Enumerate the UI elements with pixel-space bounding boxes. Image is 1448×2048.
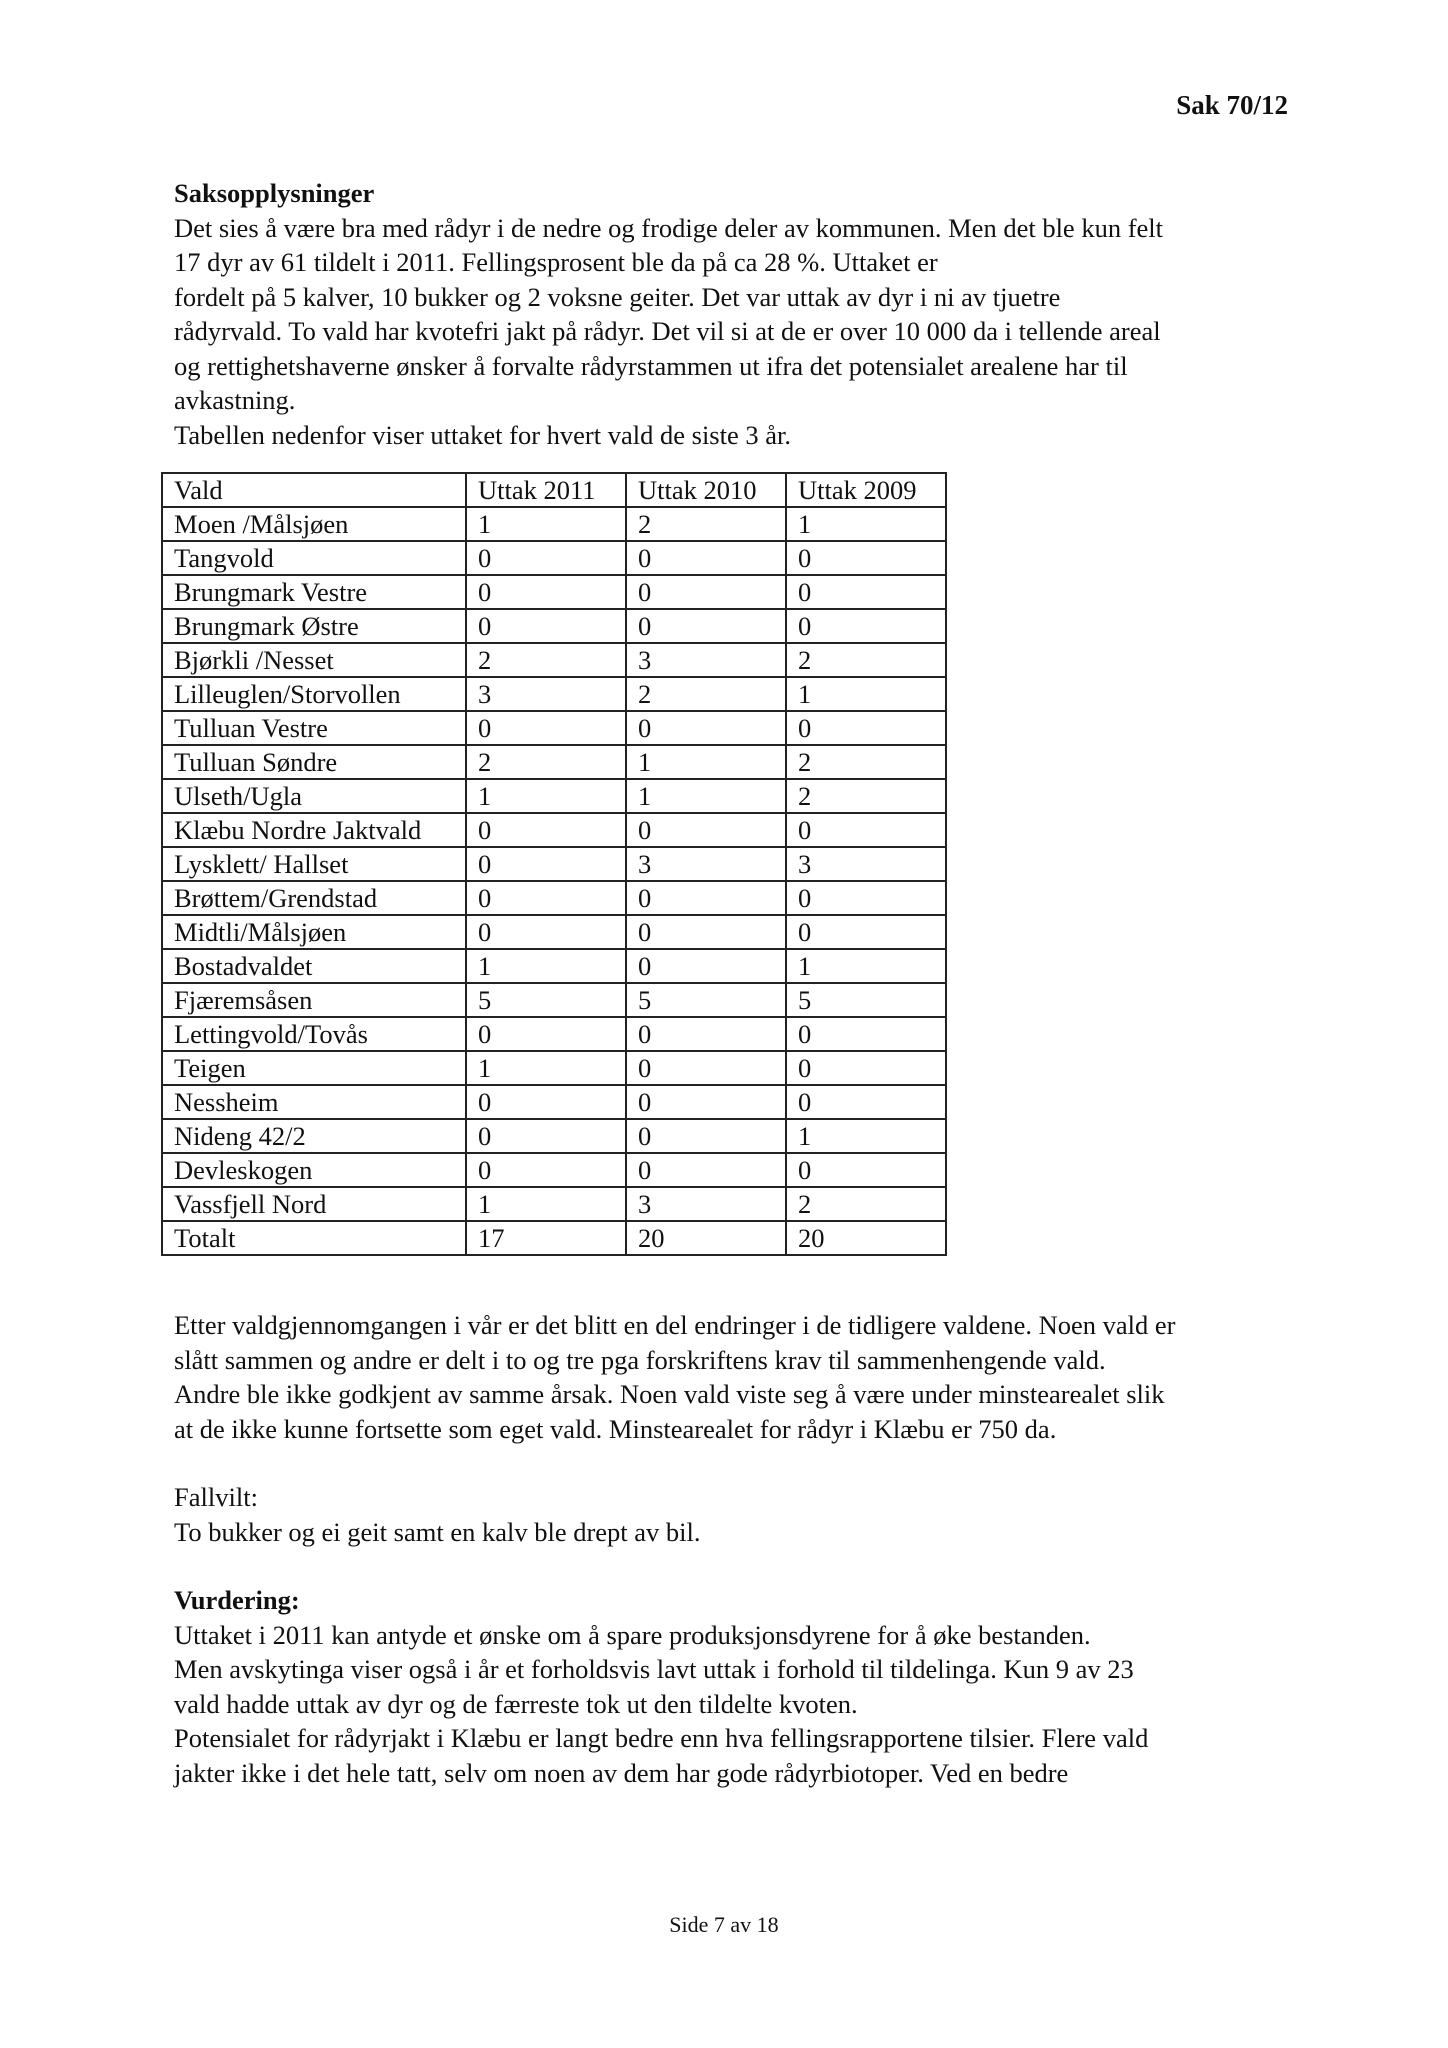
- vald-name-cell: Tangvold: [162, 541, 466, 575]
- vald-name-cell: Brungmark Vestre: [162, 575, 466, 609]
- table-row: [162, 1153, 946, 1187]
- uttak-value-cell: 5: [466, 983, 626, 1017]
- text-line: slått sammen og andre er delt i to og tre pga forskriftens krav til sammenhengende vald.: [174, 1344, 1106, 1375]
- table-row: [162, 575, 946, 609]
- uttak-value-cell: 0: [626, 609, 786, 643]
- uttak-value-cell: 1: [466, 949, 626, 983]
- uttak-value-cell: 0: [786, 881, 946, 915]
- uttak-value-cell: 0: [626, 915, 786, 949]
- uttak-value-cell: 1: [466, 1051, 626, 1085]
- uttak-value-cell: 2: [626, 677, 786, 711]
- table-row: [162, 813, 946, 847]
- text-line: Etter valdgjennomgangen i vår er det blitt en del endringer i de tidligere valdene. Noen vald er: [174, 1310, 1176, 1340]
- vald-name-cell: Brøttem/Grendstad: [162, 881, 466, 915]
- uttak-value-cell: 0: [626, 1119, 786, 1153]
- vald-name-cell: Lilleuglen/Storvollen: [162, 677, 466, 711]
- uttak-value-cell: 0: [626, 1153, 786, 1187]
- uttak-value-cell: 2: [786, 643, 946, 677]
- table-header-row: [162, 473, 946, 507]
- uttak-value-cell: 1: [786, 1119, 946, 1153]
- text-line: og rettighetshaverne ønsker å forvalte rådyrstammen ut ifra det potensialet arealene har til: [174, 350, 1128, 381]
- text-line: Men avskytinga viser også i år et forholdsvis lavt uttak i forhold til tildelinga. Kun 9 av 23: [174, 1654, 1134, 1684]
- vald-name-cell: Teigen: [162, 1051, 466, 1085]
- uttak-value-cell: 0: [786, 1085, 946, 1119]
- table-row: [162, 541, 946, 575]
- uttak-value-cell: 2: [786, 779, 946, 813]
- text-line: 17 dyr av 61 tildelt i 2011. Fellingsprosent ble da på ca 28 %. Uttaket er: [174, 247, 938, 277]
- uttak-value-cell: 0: [786, 541, 946, 575]
- text-line: Uttaket i 2011 kan antyde et ønske om å spare produksjonsdyrene for å øke bestanden.: [174, 1619, 1091, 1650]
- vald-name-cell: Totalt: [162, 1221, 466, 1255]
- vald-name-cell: Bjørkli /Nesset: [162, 643, 466, 677]
- vald-name-cell: Brungmark Østre: [162, 609, 466, 643]
- table-row: [162, 745, 946, 779]
- table-row: [162, 881, 946, 915]
- vald-name-cell: Lysklett/ Hallset: [162, 847, 466, 881]
- uttak-value-cell: 2: [626, 507, 786, 541]
- uttak-value-cell: 0: [786, 813, 946, 847]
- uttak-value-cell: 0: [466, 541, 626, 575]
- table-row: [162, 1221, 946, 1255]
- vald-name-cell: Ulseth/Ugla: [162, 779, 466, 813]
- uttak-value-cell: 0: [626, 1051, 786, 1085]
- header-cell: Uttak 2010: [626, 473, 786, 507]
- uttak-value-cell: 0: [626, 813, 786, 847]
- uttak-value-cell: 1: [466, 507, 626, 541]
- vald-name-cell: Fjæremsåsen: [162, 983, 466, 1017]
- uttak-value-cell: 5: [626, 983, 786, 1017]
- fallvilt-section: [174, 1480, 1294, 1549]
- uttak-value-cell: 3: [786, 847, 946, 881]
- uttak-value-cell: 3: [626, 1187, 786, 1221]
- section-heading-vurdering: Vurdering:: [174, 1585, 300, 1615]
- table-row: [162, 915, 946, 949]
- vald-name-cell: Lettingvold/Tovås: [162, 1017, 466, 1051]
- uttak-value-cell: 0: [786, 609, 946, 643]
- uttak-value-cell: 17: [466, 1221, 626, 1255]
- uttak-value-cell: 1: [626, 745, 786, 779]
- vurdering-paragraph: [174, 1618, 1294, 1791]
- uttak-value-cell: 1: [626, 779, 786, 813]
- valdgjennomgang-paragraph: [174, 1308, 1294, 1446]
- uttak-value-cell: 3: [626, 847, 786, 881]
- text-line: Andre ble ikke godkjent av samme årsak. Noen vald viste seg å være under minstearealet slik: [174, 1379, 1165, 1409]
- text-line: rådyrvald. To vald har kvotefri jakt på rådyr. Det vil si at de er over 10 000 da i tellende areal: [174, 316, 1161, 346]
- vald-name-cell: Vassfjell Nord: [162, 1187, 466, 1221]
- table-row: [162, 847, 946, 881]
- uttak-value-cell: 0: [786, 1153, 946, 1187]
- uttak-value-cell: 0: [786, 711, 946, 745]
- uttak-value-cell: 20: [626, 1221, 786, 1255]
- text-line: jakter ikke i det hele tatt, selv om noen av dem har gode rådyrbiotoper. Ved en bedre: [174, 1757, 1069, 1788]
- table-row: [162, 779, 946, 813]
- uttak-value-cell: 2: [786, 1187, 946, 1221]
- uttak-value-cell: 1: [786, 507, 946, 541]
- uttak-value-cell: 2: [466, 745, 626, 779]
- uttak-value-cell: 3: [466, 677, 626, 711]
- uttak-value-cell: 0: [786, 915, 946, 949]
- uttak-value-cell: 2: [466, 643, 626, 677]
- uttak-value-cell: 0: [626, 1085, 786, 1119]
- vald-name-cell: Bostadvaldet: [162, 949, 466, 983]
- intro-paragraph: [174, 211, 1294, 453]
- vald-name-cell: Tulluan Søndre: [162, 745, 466, 779]
- section-heading-saksopplysninger: Saksopplysninger: [174, 178, 375, 208]
- uttak-value-cell: 1: [786, 949, 946, 983]
- uttak-value-cell: 5: [786, 983, 946, 1017]
- vald-name-cell: Klæbu Nordre Jaktvald: [162, 813, 466, 847]
- uttak-value-cell: 0: [626, 575, 786, 609]
- uttak-value-cell: 0: [786, 1051, 946, 1085]
- page-content: [174, 176, 1294, 1790]
- uttak-value-cell: 0: [466, 881, 626, 915]
- text-line: Det sies å være bra med rådyr i de nedre og frodige deler av kommunen. Men det ble kun felt: [174, 212, 1164, 243]
- table-row: [162, 1051, 946, 1085]
- fallvilt-label: Fallvilt:: [174, 1482, 258, 1512]
- uttak-value-cell: 0: [466, 609, 626, 643]
- text-line: avkastning.: [174, 385, 296, 415]
- table-row: [162, 1187, 946, 1221]
- uttak-value-cell: 0: [626, 541, 786, 575]
- table-row: [162, 609, 946, 643]
- text-line: at de ikke kunne fortsette som eget vald. Minstearealet for rådyr i Klæbu er 750 da.: [174, 1413, 1057, 1444]
- table-row: [162, 507, 946, 541]
- uttak-value-cell: 0: [786, 1017, 946, 1051]
- uttak-value-cell: 0: [466, 1119, 626, 1153]
- table-row: [162, 711, 946, 745]
- header-cell: Uttak 2011: [466, 473, 626, 507]
- uttak-value-cell: 0: [466, 1153, 626, 1187]
- uttak-value-cell: 0: [466, 1085, 626, 1119]
- uttak-value-cell: 0: [626, 881, 786, 915]
- table-row: [162, 643, 946, 677]
- uttak-value-cell: 3: [626, 643, 786, 677]
- header-cell: Vald: [162, 473, 466, 507]
- uttak-value-cell: 0: [466, 847, 626, 881]
- uttak-value-cell: 0: [466, 813, 626, 847]
- uttak-value-cell: 2: [786, 745, 946, 779]
- uttak-value-cell: 1: [786, 677, 946, 711]
- uttak-value-cell: 0: [786, 575, 946, 609]
- vald-name-cell: Midtli/Målsjøen: [162, 915, 466, 949]
- text-line: vald hadde uttak av dyr og de færreste tok ut den tildelte kvoten.: [174, 1688, 858, 1719]
- table-row: [162, 1085, 946, 1119]
- uttak-value-cell: 20: [786, 1221, 946, 1255]
- uttak-value-cell: 0: [626, 1017, 786, 1051]
- uttak-table: [161, 472, 947, 1256]
- vald-name-cell: Nessheim: [162, 1085, 466, 1119]
- vald-name-cell: Tulluan Vestre: [162, 711, 466, 745]
- vald-name-cell: Nideng 42/2: [162, 1119, 466, 1153]
- text-line: fordelt på 5 kalver, 10 bukker og 2 voksne geiter. Det var uttak av dyr i ni av tjuetre: [174, 281, 1061, 312]
- page-number: Side 7 av 18: [669, 1912, 779, 1937]
- fallvilt-text: To bukker og ei geit samt en kalv ble drept av bil.: [174, 1516, 701, 1547]
- text-line: Tabellen nedenfor viser uttaket for hvert vald de siste 3 år.: [174, 419, 791, 450]
- case-reference: Sak 70/12: [1176, 90, 1288, 120]
- text-line: Potensialet for rådyrjakt i Klæbu er langt bedre enn hva fellingsrapportene tilsier. Flere vald: [174, 1723, 1149, 1753]
- table-row: [162, 1119, 946, 1153]
- uttak-value-cell: 0: [466, 915, 626, 949]
- table-row: [162, 1017, 946, 1051]
- vald-name-cell: Devleskogen: [162, 1153, 466, 1187]
- vald-name-cell: Moen /Målsjøen: [162, 507, 466, 541]
- uttak-value-cell: 1: [466, 1187, 626, 1221]
- uttak-value-cell: 0: [466, 1017, 626, 1051]
- uttak-value-cell: 1: [466, 779, 626, 813]
- table-row: [162, 949, 946, 983]
- uttak-value-cell: 0: [466, 575, 626, 609]
- table-row: [162, 677, 946, 711]
- uttak-value-cell: 0: [626, 711, 786, 745]
- table-row: [162, 983, 946, 1017]
- uttak-value-cell: 0: [466, 711, 626, 745]
- header-cell: Uttak 2009: [786, 473, 946, 507]
- uttak-value-cell: 0: [626, 949, 786, 983]
